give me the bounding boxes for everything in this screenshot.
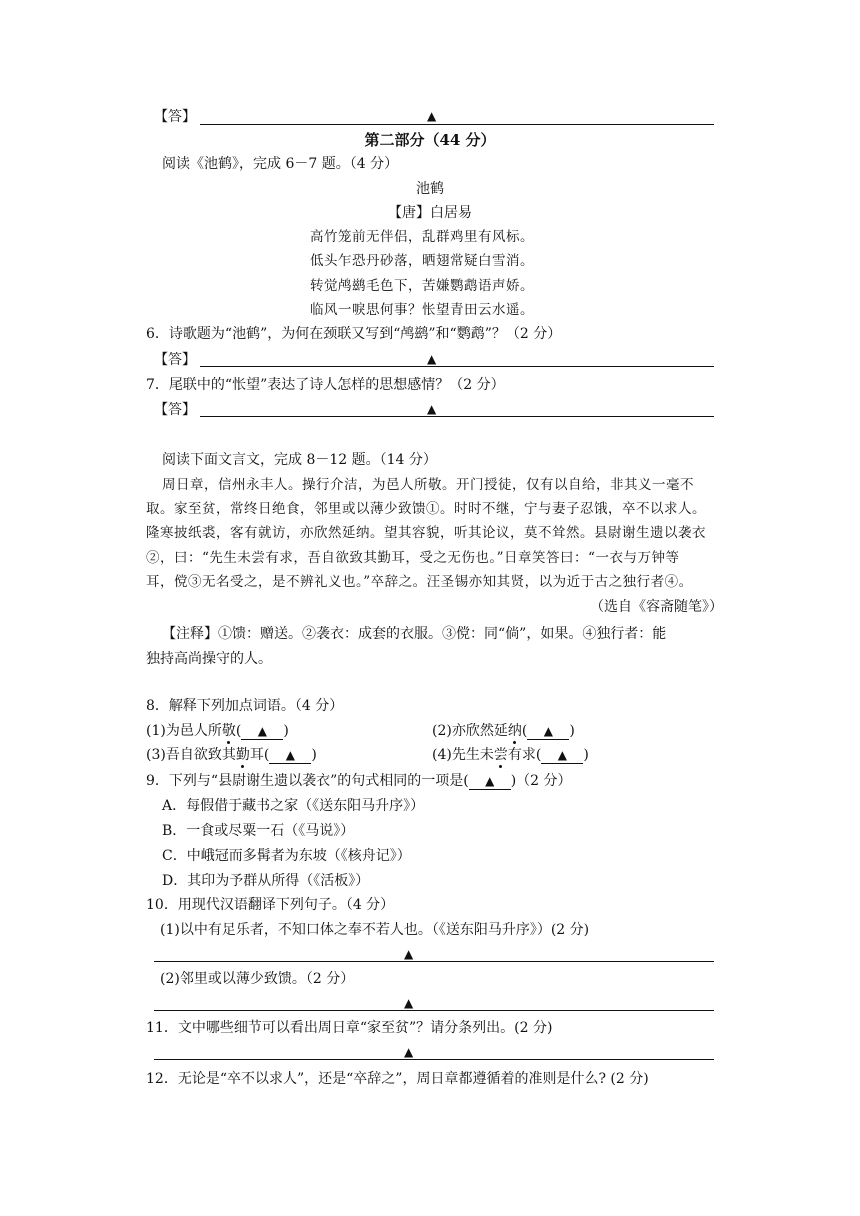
passage-line: 耳，傥③无名受之，是不辨礼义也。”卒辞之。汪圣锡亦知其贤，以为近于古之独行者④。 [146, 574, 693, 590]
answer-line-q10-1[interactable] [154, 961, 714, 962]
answer-line-q6[interactable] [200, 366, 714, 367]
poem-line: 低头乍恐丹砂落，晒翅常疑白雪消。 [310, 253, 534, 269]
q8-item-4: (4)先生未尝有求( ▲ ) [432, 747, 589, 763]
q9-option-a: A．每假借于藏书之家（《送东阳马升序》） [162, 798, 425, 814]
q9-option-d: D．其印为予群从所得（《活板》） [162, 873, 370, 889]
poem-line: 高竹笼前无伴侣，乱群鸡里有风标。 [310, 229, 534, 245]
poem-title: 池鹤 [416, 181, 444, 197]
answer-label: 【答】 [154, 402, 196, 418]
question-6: 6．诗歌题为“池鹤”，为何在颈联又写到“鸬鹚”和“鹦鹉”？（2 分） [146, 326, 562, 342]
passage-line: 隆寒披纸裘，客有就访，亦欣然延纳。望其容貌，听其论议，莫不耸然。县尉谢生遗以袭衣 [146, 525, 706, 541]
question-9: 9．下列与“县尉谢生遗以袭衣”的句式相同的一项是( ▲ )（2 分） [146, 773, 572, 789]
q10-sentence-2: (2)邻里或以薄少致馈。（2 分） [160, 971, 355, 987]
answer-line-q11[interactable] [154, 1059, 714, 1060]
poem-line: 临风一唳思何事？怅望青田云水遥。 [310, 302, 534, 318]
question-8: 8．解释下列加点词语。（4 分） [146, 698, 344, 714]
passage-line: 取。家至贫，常终日绝食，邻里或以薄少致馈①。时时不继，宁与妻子忍饿，卒不以求人。 [146, 501, 706, 517]
answer-line-q10-2[interactable] [154, 1010, 714, 1011]
answer-label: 【答】 [154, 352, 196, 368]
triangle-marker: ▲ [404, 1045, 414, 1059]
q8-item-2: (2)亦欣然延纳( ▲ ) [432, 723, 575, 739]
answer-line-q7[interactable] [200, 416, 714, 417]
q9-option-b: B．一食或尽粟一石（《马说》） [162, 823, 355, 839]
triangle-marker: ▲ [427, 352, 437, 366]
answer-line[interactable] [200, 124, 714, 125]
q8-blank-2[interactable]: ▲ [527, 723, 569, 740]
q10-sentence-1: (1)以中有足乐者，不知口体之奉不若人也。（《送东阳马升序》）(2 分) [160, 922, 590, 938]
question-10: 10．用现代汉语翻译下列句子。（4 分） [146, 897, 395, 913]
question-7: 7．尾联中的“怅望”表达了诗人怎样的思想感情？（2 分） [146, 377, 505, 393]
triangle-marker: ▲ [427, 402, 437, 416]
q8-blank-3[interactable]: ▲ [269, 747, 311, 764]
q8-item-1: (1)为邑人所敬( ▲ ) [146, 723, 289, 739]
question-11: 11．文中哪些细节可以看出周日章“家至贫”？请分条列出。(2 分) [146, 1020, 553, 1036]
q8-item-3: (3)吾自欲致其勤耳( ▲ ) [146, 747, 317, 763]
q8-blank-1[interactable]: ▲ [241, 723, 283, 740]
poem-author: 【唐】白居易 [388, 205, 472, 221]
poem-line: 转觉鸬鹚毛色下，苦嫌鹦鹉语声娇。 [310, 278, 534, 294]
triangle-marker: ▲ [404, 947, 414, 961]
question-12: 12．无论是“卒不以求人”，还是“卒辞之”，周日章都遵循着的准则是什么? (2 分) [146, 1071, 649, 1087]
classical-intro: 阅读下面文言文，完成 8－12 题。（14 分） [162, 452, 437, 468]
passage-source: （选自《容斋随笔》） [590, 599, 723, 615]
answer-label: 【答】 [154, 109, 196, 125]
triangle-marker: ▲ [404, 996, 414, 1010]
triangle-marker: ▲ [427, 109, 437, 123]
part-title: 第二部分（44 分） [364, 131, 496, 149]
passage-line: ②，曰：“先生未尝有求，吾自欲致其勤耳，受之无伤也。”日章笑答曰：“一衣与万钟等 [146, 550, 680, 566]
poem-intro: 阅读《池鹤》，完成 6－7 题。（4 分） [162, 156, 399, 172]
notes-line-1: 【注释】①馈：赠送。②袭衣：成套的衣服。③傥：同“倘”，如果。④独行者：能 [162, 626, 667, 642]
q9-blank[interactable]: ▲ [469, 773, 511, 790]
q8-blank-4[interactable]: ▲ [541, 747, 583, 764]
notes-line-2: 独持高尚操守的人。 [146, 651, 272, 667]
q9-option-c: C．中峨冠而多髯者为东坡（《核舟记》） [162, 848, 411, 864]
passage-line: 周日章，信州永丰人。操行介洁，为邑人所敬。开门授徒，仅有以自给，非其义一毫不 [162, 477, 694, 493]
